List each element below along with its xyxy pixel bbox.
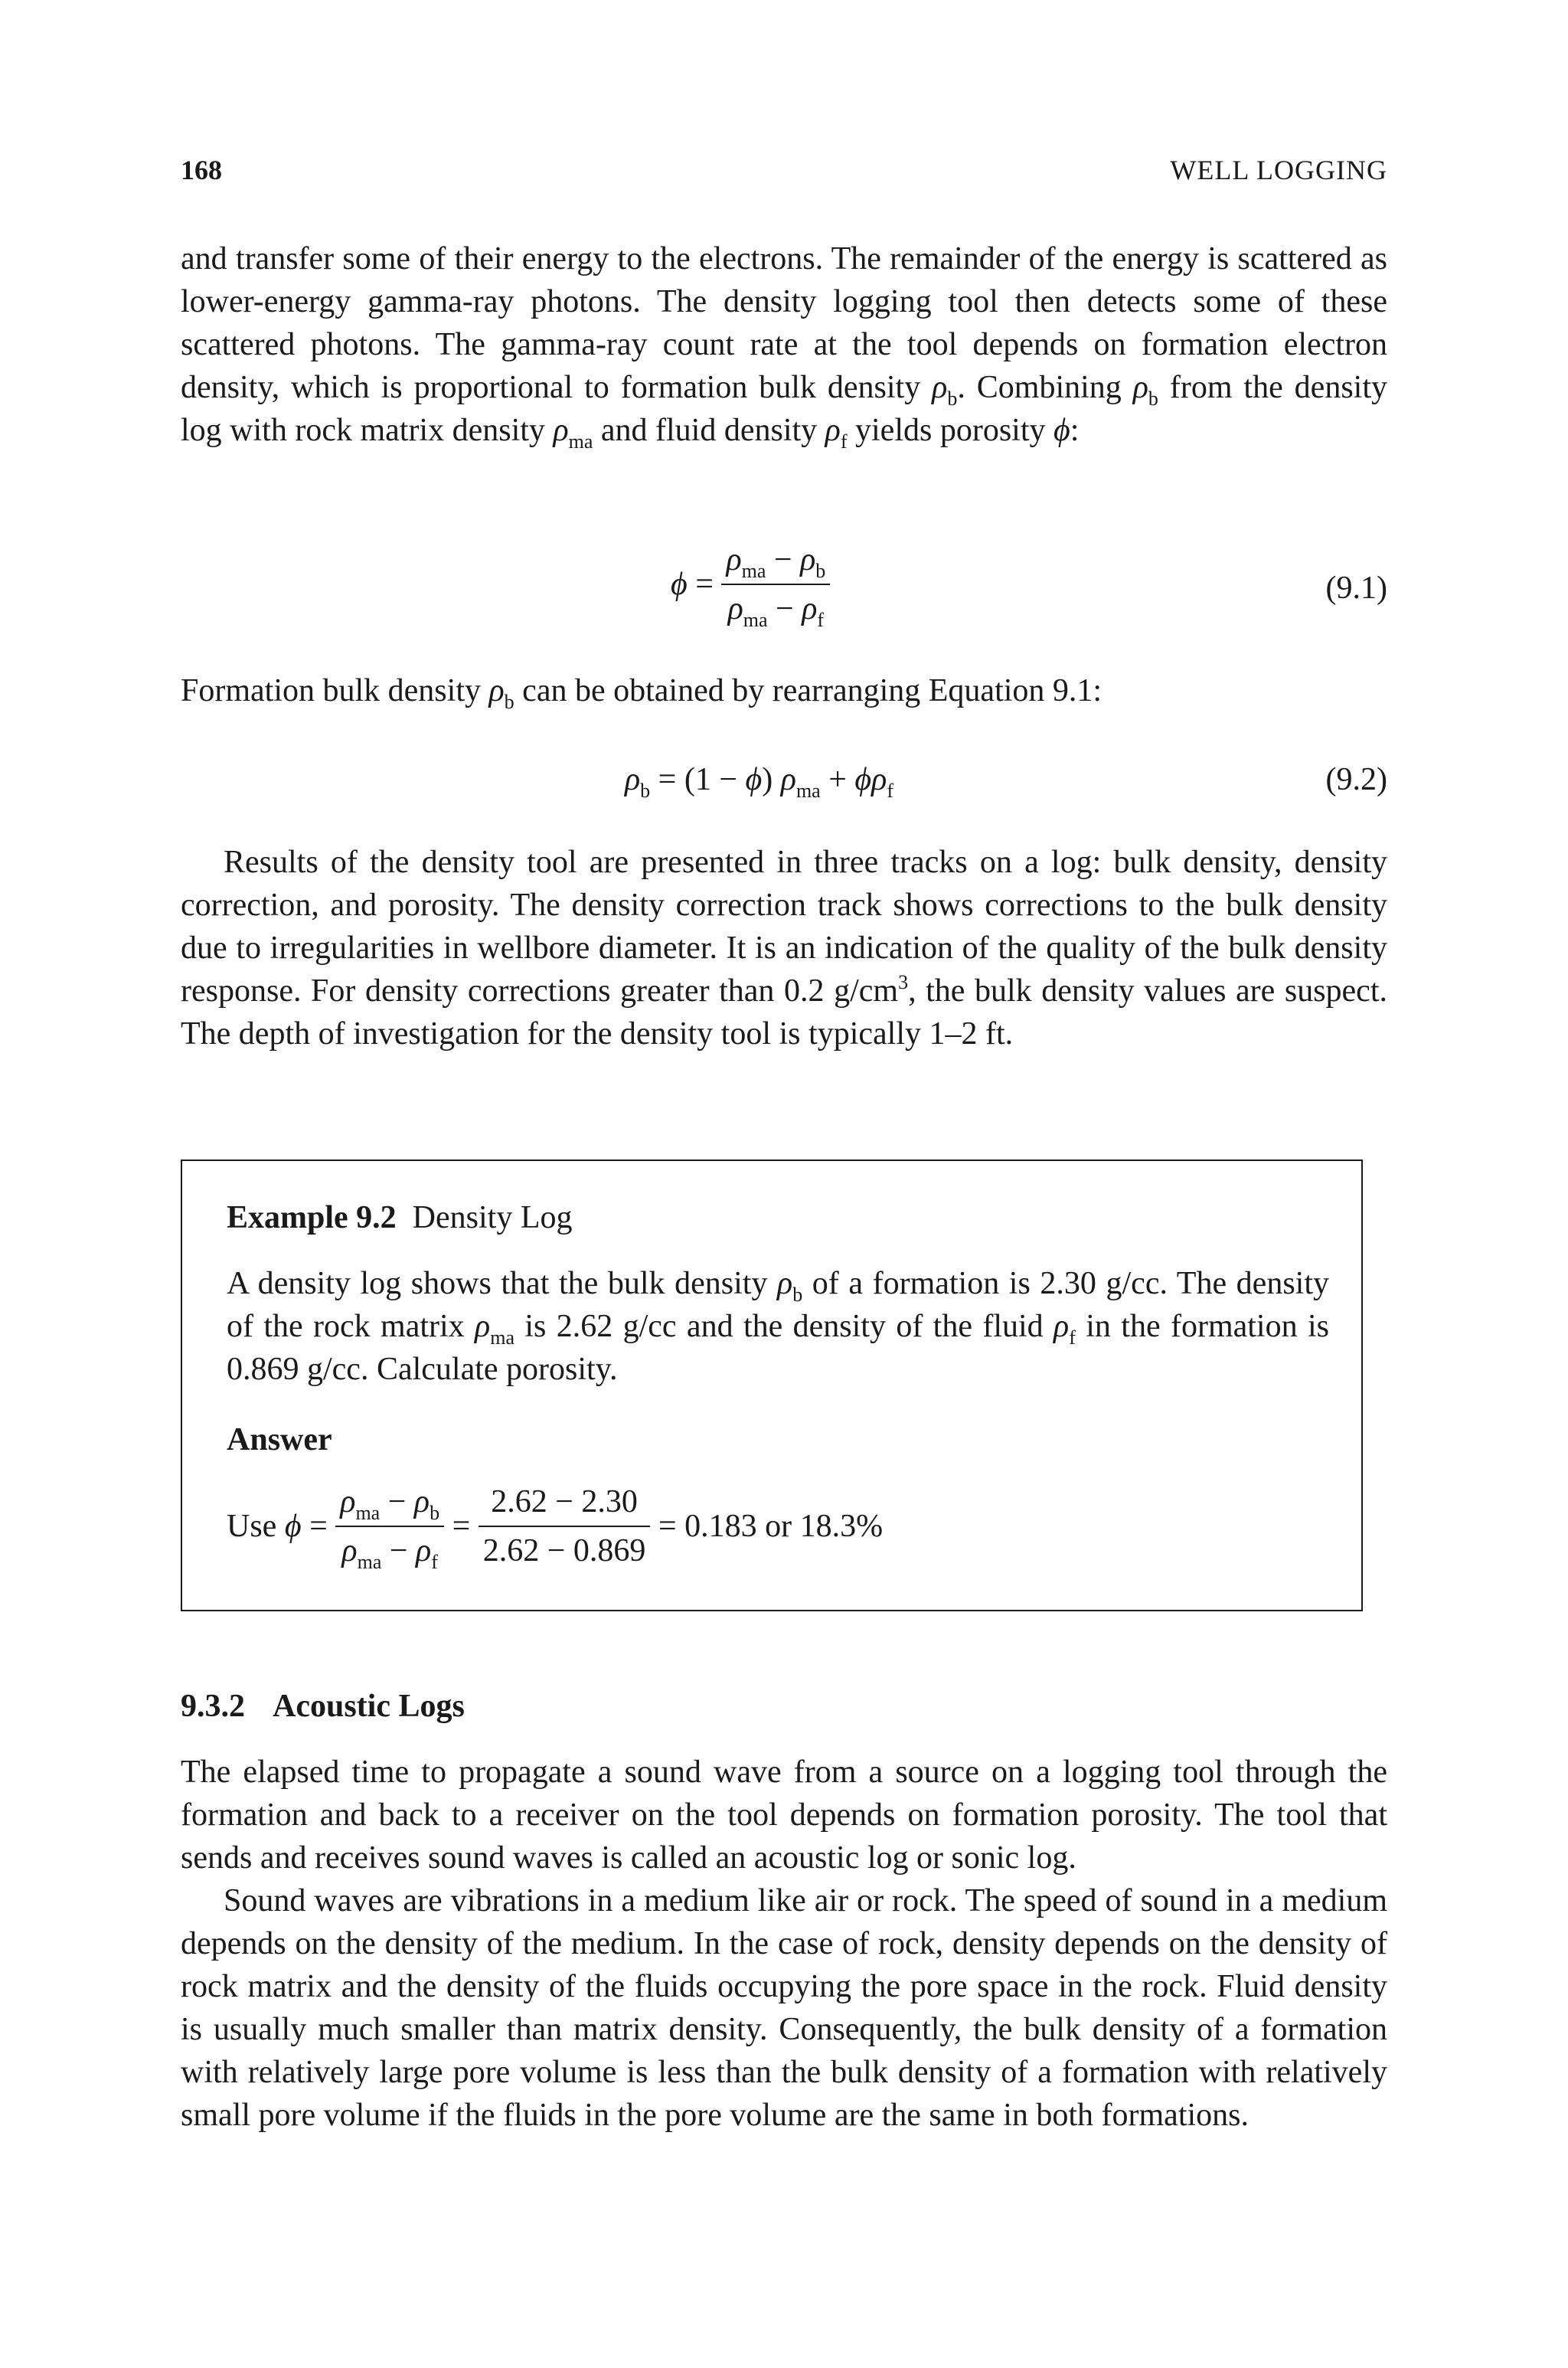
answer-result: = 0.183 or 18.3%: [658, 1509, 884, 1544]
answer-numeric-fraction: $\frac{2.62 - 2.30}{2.62 - 0.869}$: [479, 1483, 651, 1570]
answer-label: Answer: [227, 1422, 332, 1457]
example-title: [227, 1196, 572, 1239]
subscript-b: b: [504, 691, 514, 713]
fraction-denominator: $\rho_{ma} - \rho_f$: [727, 591, 825, 631]
superscript-3: 3: [898, 971, 909, 993]
subscript-ma: ma: [568, 430, 593, 453]
section-number: 9.3.2: [181, 1689, 245, 1724]
equation-9-1: [181, 541, 1387, 648]
equation-number-9-2: (9.2): [1325, 762, 1387, 797]
intro-text-2: . Combining: [957, 370, 1133, 405]
phi-symbol: ϕ: [671, 567, 688, 602]
rho-symbol: ρ: [1132, 370, 1148, 405]
section-title: Acoustic Logs: [273, 1689, 465, 1724]
equation-9-2-body: $\rho_b = (1 - \phi) \rho_{ma} + \phi\rho_f$: [625, 762, 893, 802]
intro-text-1: and transfer some of their energy to the electrons. The remainder of the energy is scattered as lower-energy gamma-ray photons. The density logging tool then detects some of these scattered photons. The gamma-ray count rate at the tool depends on formation electron density, which is proportional to formation bulk density: [181, 241, 1387, 405]
equation-9-2: [181, 758, 1387, 804]
rho-symbol: ρ: [488, 673, 505, 708]
equation-9-1-body: ϕ = $\frac{\rho_{ma} - \rho_b}{\rho_{ma} - \rho_f}$: [671, 541, 830, 628]
example-problem: A density log shows that the bulk density $\rho_b$ of a formation is 2.30 g/cc. The density of the rock matrix $\rho_{ma}$ is 2.62 g/cc and the density of the fluid $\rho_f$ in the formation is 0.869 g/cc. Calculate porosity.: [227, 1266, 1329, 1387]
results-text-1: Results of the density tool are presented in three tracks on a log: bulk density, density correction, and porosity. The density correction track shows corrections to the bulk density due to irregularities in wellbore diameter. It is an indication of the quality of the bulk density response. For density corrections greater than 0.2 g/cm: [181, 845, 1387, 1009]
rho-symbol: ρ: [553, 413, 569, 448]
example-name: Density Log: [412, 1200, 573, 1235]
bulk-density-sentence: [181, 669, 1387, 712]
results-text-2: , the bulk density values are suspect. The depth of investigation for the density tool is typically 1–2 ft.: [181, 973, 1387, 1052]
subscript-b: b: [947, 388, 958, 410]
answer-equation: Use ϕ = $\frac{\rho_{ma} - \rho_b}{\rho_{ma} - \rho_f}$ = $\frac{2.62 - 2.30}{2.62 - 0.869}$ = 0.183 or 18.3%: [227, 1484, 884, 1573]
running-title: WELL LOGGING: [1170, 155, 1387, 185]
intro-text-4: and fluid density: [593, 413, 825, 448]
results-paragraph: [181, 841, 1387, 1055]
rho-symbol: ρ: [825, 413, 841, 448]
intro-text-5: yields porosity: [847, 413, 1054, 448]
subscript-f: f: [840, 430, 848, 453]
example-box: [181, 1159, 1363, 1611]
sentence-text-2: can be obtained by rearranging Equation 9.1:: [514, 673, 1102, 708]
porosity-fraction: [721, 541, 830, 631]
section-heading: [181, 1685, 465, 1728]
example-label: Example 9.2: [227, 1200, 397, 1235]
subscript-b: b: [1148, 388, 1158, 410]
phi-symbol: ϕ: [1054, 413, 1070, 448]
intro-text-6: :: [1070, 413, 1080, 448]
intro-paragraph: [181, 237, 1387, 452]
acoustic-paragraph-1: The elapsed time to propagate a sound wave from a source on a logging tool through the formation and back to a receiver on the tool depends on formation porosity. The tool that sends and receives sound waves is called an acoustic log or sonic log.: [181, 1755, 1387, 1876]
intro-text-3: from the density log with rock matrix density: [181, 370, 1387, 448]
equation-number-9-1: (9.1): [1325, 571, 1387, 606]
acoustic-section-body: [181, 1751, 1387, 2137]
sentence-text-1: Formation bulk density: [181, 673, 489, 708]
answer-symbolic-fraction: $\frac{\rho_{ma} - \rho_b}{\rho_{ma} - \rho_f}$: [335, 1483, 444, 1570]
fraction-numerator: $\rho_{ma} - \rho_b$: [721, 541, 830, 585]
rho-symbol: ρ: [932, 370, 948, 405]
page-number: 168: [181, 155, 222, 185]
acoustic-paragraph-2: Sound waves are vibrations in a medium like air or rock. The speed of sound in a medium depends on the density of the medium. In the case of rock, density depends on the density of rock matrix and the density of the fluids occupying the pore space in the rock. Fluid density is usually much smaller than matrix density. Consequently, the bulk density of a formation with relatively large pore volume is less than the bulk density of a formation with relatively small pore volume if the fluids in the pore volume are the same in both formations.: [181, 1883, 1387, 2133]
